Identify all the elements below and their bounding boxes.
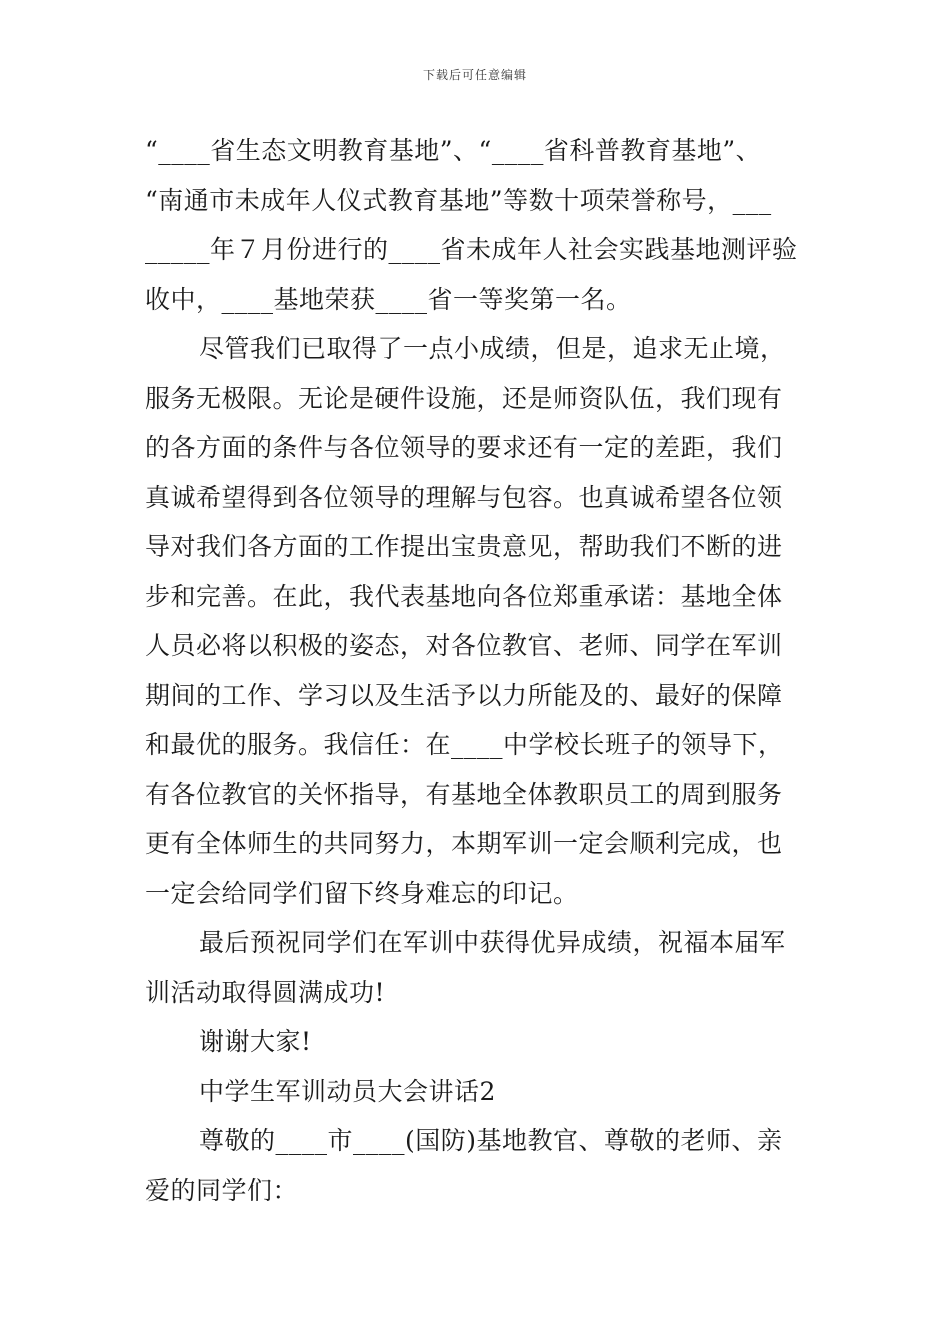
- text-line: 和最优的服务。我信任：在____中学校长班子的领导下，: [145, 730, 784, 759]
- text-line: _____年７月份进行的____省未成年人社会实践基地测评验: [145, 235, 798, 264]
- text-line: 更有全体师生的共同努力，本期军训一定会顺利完成，也: [145, 829, 783, 858]
- text-line: 最后预祝同学们在军训中获得优异成绩，祝福本届军: [199, 928, 786, 957]
- document-body: [145, 126, 807, 1215]
- text-line: 的各方面的条件与各位领导的要求还有一定的差距，我们: [145, 433, 783, 462]
- text-line: 收中，____基地荣获____省一等奖第一名。: [145, 284, 632, 314]
- text-line: 尊敬的____市____(国防)基地教官、尊敬的老师、亲: [199, 1126, 783, 1155]
- page-header: 下载后可任意编辑: [422, 68, 527, 82]
- section-heading: 中学生军训动员大会讲话2: [199, 1076, 496, 1106]
- text-line: 尽管我们已取得了一点小成绩，但是，追求无止境，: [199, 334, 786, 363]
- text-line: “南通市未成年人仪式教育基地”等数十项荣誉称号，___: [145, 185, 772, 215]
- text-line: “____省生态文明教育基地”、“____省科普教育基地”、: [145, 136, 762, 165]
- text-line: 导对我们各方面的工作提出宝贵意见，帮助我们不断的进: [145, 532, 783, 561]
- text-line: 谢谢大家!: [199, 1027, 312, 1056]
- text-line: 训活动取得圆满成功!: [145, 977, 386, 1007]
- text-line: 期间的工作、学习以及生活予以力所能及的、最好的保障: [145, 680, 783, 710]
- text-line: 真诚希望得到各位领导的理解与包容。也真诚希望各位领: [145, 482, 783, 512]
- text-line: 步和完善。在此，我代表基地向各位郑重承诺：基地全体: [145, 581, 783, 611]
- text-line: 服务无极限。无论是硬件设施，还是师资队伍，我们现有: [145, 383, 783, 413]
- text-line: 人员必将以积极的姿态，对各位教官、老师、同学在军训: [145, 631, 783, 660]
- text-line: 爱的同学们：: [145, 1175, 299, 1205]
- text-line: 有各位教官的关怀指导，有基地全体教职员工的周到服务: [145, 779, 783, 809]
- text-line: 一定会给同学们留下终身难忘的印记。: [145, 878, 579, 908]
